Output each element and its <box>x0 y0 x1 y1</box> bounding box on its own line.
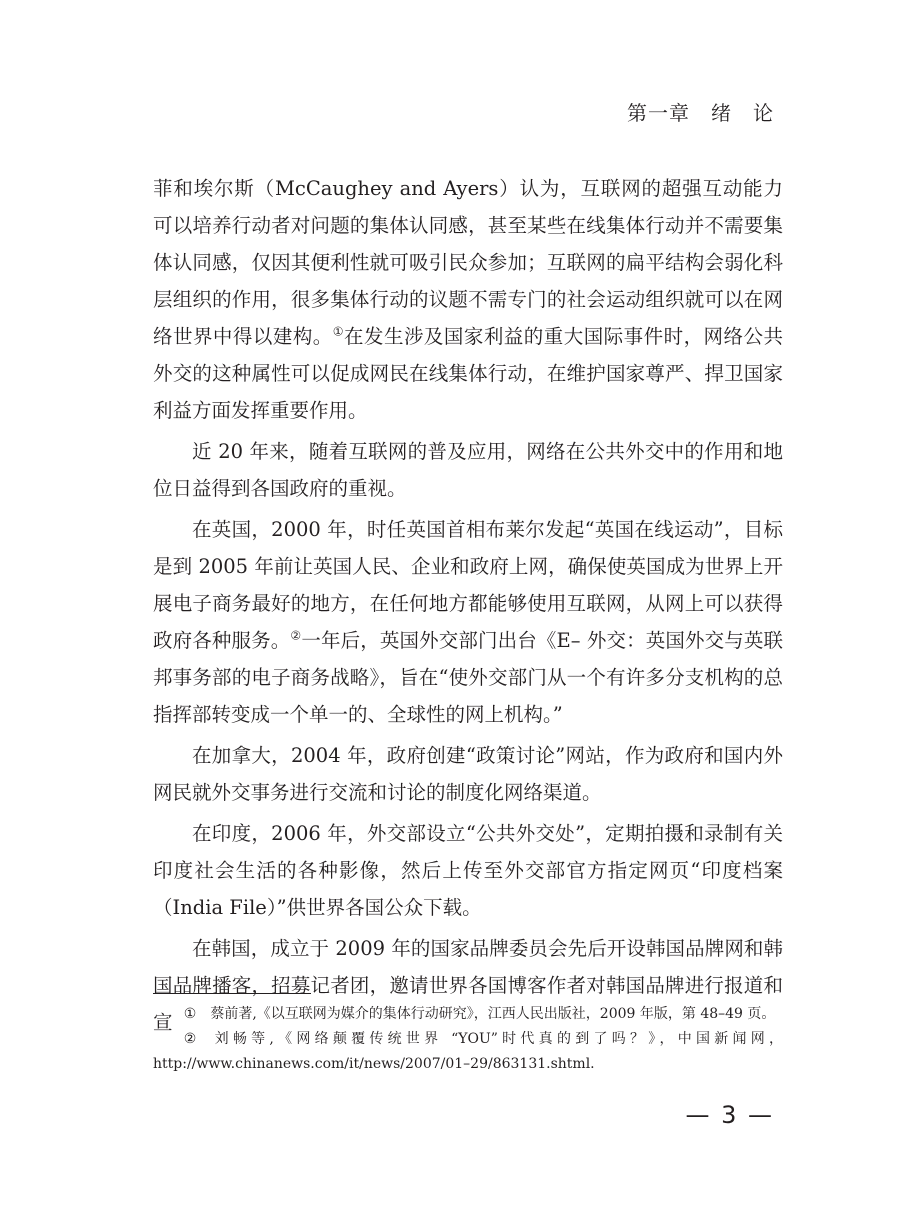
paragraph: 在印度，2006 年，外交部设立“公共外交处”，定期拍摄和录制有关印度社会生活的各种影像，然后上传至外交部官方指定网页“印度档案（India File）”供世界各国公众下载。 <box>153 822 783 919</box>
footnote-divider <box>153 993 311 994</box>
footnote-mark: ② <box>183 1031 197 1047</box>
footnote-ref-1: ① <box>332 324 345 339</box>
paragraph-continued <box>153 170 783 429</box>
paragraph: 在韩国，成立于 2009 年的国家品牌委员会先后开设韩国品牌网和韩国品牌播客，招募记者团，邀请世界各国博客作者对韩国品牌进行报道和宣 <box>153 937 783 1034</box>
footnotes <box>153 1002 783 1077</box>
footnote-1 <box>153 1002 783 1027</box>
footnote-text: 刘畅等,《网络颠覆传统世界 “YOU”时代真的到了吗？》，中国新闻网，http://www.chinanews.com/it/news/2007/01–29/863131.shtml. <box>153 1031 783 1072</box>
footnote-ref-2: ② <box>290 628 302 643</box>
paragraph <box>153 511 783 733</box>
paragraph-text: 菲和埃尔斯（McCaughey and Ayers）认为，互联网的超强互动能力可以培养行动者对问题的集体认同感，甚至某些在线集体行动并不需要集体认同感，仅因其便利性就可吸引民众参加；互联网的扁平结构会弱化科层组织的作用，很多集体行动的议题不需专门的社会运动组织就可以在网络世界中得以建构。 <box>153 177 783 348</box>
footnote-text: 蔡前著,《以互联网为媒介的集体行动研究》，江西人民出版社，2009 年版，第 48–49 页。 <box>210 1006 776 1022</box>
footnote-2 <box>153 1027 783 1077</box>
paragraph-text: 一年后，英国外交部门出台《E– 外交：英国外交与英联邦事务部的电子商务战略》，旨在“使外交部门从一个有许多分支机构的总指挥部转变成一个单一的、全球性的网上机构。” <box>153 629 783 726</box>
paragraph-text: 在英国，2000 年，时任英国首相布莱尔发起“英国在线运动”，目标是到 2005 年前让英国人民、企业和政府上网，确保使英国成为世界上开展电子商务最好的地方，在任何地方都能够使用互联网，从网上可以获得政府各种服务。 <box>153 518 783 652</box>
footnote-mark: ① <box>183 1006 197 1022</box>
body-text <box>153 170 783 1041</box>
running-head: 第一章 绪 论 <box>627 101 774 125</box>
paragraph: 在加拿大，2004 年，政府创建“政策讨论”网站，作为政府和国内外网民就外交事务进行交流和讨论的制度化网络渠道。 <box>153 744 783 804</box>
paragraph: 近 20 年来，随着互联网的普及应用，网络在公共外交中的作用和地位日益得到各国政府的重视。 <box>153 440 783 500</box>
page-number: — 3 — <box>685 1101 774 1129</box>
paragraph-text: 在发生涉及国家利益的重大国际事件时，网络公共外交的这种属性可以促成网民在线集体行动，在维护国家尊严、捍卫国家利益方面发挥重要作用。 <box>153 325 783 422</box>
